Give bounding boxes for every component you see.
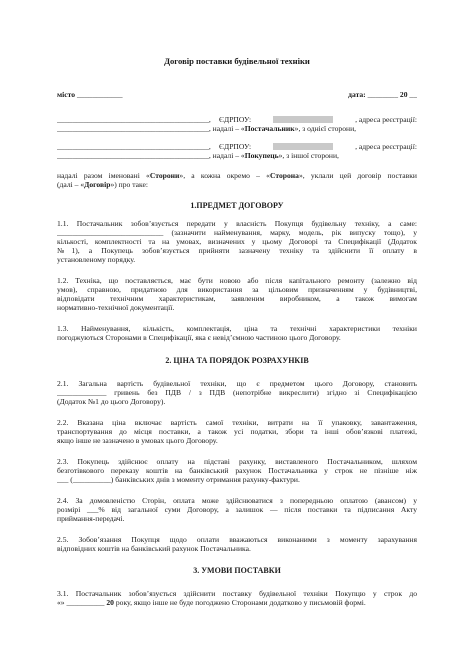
intro2-text-a: (далі – «	[57, 180, 85, 189]
party2-line1	[57, 142, 417, 151]
date-field[interactable]: ________	[367, 90, 398, 99]
intro-contract-term: Договір	[84, 180, 111, 189]
intro-party-term: Сторона	[269, 171, 299, 180]
clause-2-1-line: 2.1. Загальна вартість будівельної техніки, що є предметом цього Договору, становить	[57, 379, 417, 388]
clause-2-3-line: ___ (__________) банківських днів з моменту отримання рахунку-фактури.	[57, 475, 300, 484]
clause-1-2-line: 1.2. Техніка, що поставляється, має бути новою або після капітального ремонту (залежно від	[57, 276, 417, 285]
clause-1-2-line: умов), справною, придатною для використання за цільовим призначенням у будівництві,	[57, 285, 417, 294]
party2-edrpou-field[interactable]	[273, 143, 333, 150]
party1-line1	[57, 115, 417, 124]
clause-1-3-line: 1.3. Найменування, кількість, комплектація, ціна та технічні характеристики техніки	[57, 324, 417, 333]
party1-address-field[interactable]: ________________________________________	[57, 124, 209, 133]
clause-2-1-line: _____________ гривень без ПДВ / з ПДВ (непотрібне викреслити) згідно зі Специфікацією	[57, 388, 417, 397]
party2-role: Покупець	[244, 151, 279, 160]
clause-2-5-line: відповідних коштів на банківський рахунок Постачальника.	[57, 544, 251, 553]
clause-3-1-line2	[57, 598, 417, 607]
party1-role-prefix: , надалі – «	[208, 124, 245, 133]
clause-1-1-line: установленому порядку.	[57, 255, 136, 264]
clause-2-4-line: розмірі ___% від загальної суми Договору, а залишок — після поставки та підписання Акту	[57, 505, 417, 514]
clause-1-1-line: №1), а Покупець зобов’язується прийняти зазначену техніку та здійснити її оплату в	[57, 246, 417, 255]
party2-address-field[interactable]: ________________________________________	[57, 151, 209, 160]
party1-line2	[57, 124, 417, 133]
city-date-line	[57, 90, 417, 99]
party2-address-label: , адреса реєстрації:	[355, 142, 417, 151]
intro-text-c: », а кожна окремо – «	[179, 171, 270, 180]
clause-2-5-line: 2.5. Зобов’язання Покупця щодо оплати вважаються виконаними з моменту зарахування	[57, 535, 417, 544]
party2-role-suffix: », з іншої сторони,	[278, 151, 339, 160]
intro-line2	[57, 180, 417, 189]
clause-3-1-quote: «»	[57, 598, 65, 607]
party1-role: Постачальник	[244, 124, 295, 133]
clause-2-3-line: безготівкового переказу коштів на банківський рахунок Постачальника у строк не пізніше ніж	[57, 466, 417, 475]
clause-1-1-line: 1.1. Постачальник зобов’язується передати у власність Покупця будівельну техніку, а саме:	[57, 219, 417, 228]
party2-name-field[interactable]: ________________________________________,	[57, 142, 211, 151]
party1-address-label: , адреса реєстрації:	[355, 115, 417, 124]
section3-heading: 3. УМОВИ ПОСТАВКИ	[193, 566, 281, 575]
clause-2-3-line: 2.3. Покупець здійснює оплату на підставі рахунку, виставленого Постачальником, шляхом	[57, 457, 417, 466]
party1-edrpou-field[interactable]	[273, 116, 333, 123]
date-label: дата:	[348, 90, 366, 99]
date-year-field[interactable]: __	[409, 90, 417, 99]
clause-3-1-tail: року, якщо інше не буде погоджено Сторонами додатково у письмовій формі.	[113, 598, 366, 607]
party1-role-suffix: », з однієї сторони,	[294, 124, 357, 133]
intro-text-e: », уклали цей договір поставки	[298, 171, 417, 180]
party1-name-field[interactable]: ________________________________________,	[57, 115, 211, 124]
document-title: Договір поставки будівельної техніки	[164, 57, 310, 66]
section2-heading: 2. ЦІНА ТА ПОРЯДОК РОЗРАХУНКІВ	[165, 356, 309, 365]
party2-role-prefix: , надалі – «	[208, 151, 245, 160]
party2-line2	[57, 151, 417, 160]
party2-edrpou-label: ЄДРПОУ:	[219, 142, 252, 151]
clause-2-1-line: (Додаток №1 до цього Договору).	[57, 397, 166, 406]
clause-2-2-line: якщо інше не зазначено в умовах цього Договору.	[57, 436, 218, 445]
intro-line1	[57, 171, 417, 180]
section1-heading: 1.ПРЕДМЕТ ДОГОВОРУ	[190, 201, 284, 210]
intro-text-a: надалі разом іменовані «	[57, 171, 150, 180]
clause-2-4-line: 2.4. За домовленістю Сторін, оплата може здійснюватися з попередньою оплатою (авансом) у	[57, 496, 417, 505]
clause-2-2-line: 2.2. Вказана ціна включає вартість самої техніки, витрати на її упаковку, завантаження,	[57, 418, 417, 427]
clause-1-2-line: відповідати технічним характеристикам, заявленим виробником, а також вимогам	[57, 294, 417, 303]
clause-3-1-line1: 3.1. Постачальник зобов’язується здійснити поставку будівельної техніки Покупцю у строк до	[57, 589, 417, 598]
clause-1-3-line: погоджуються Сторонами в Специфікації, яка є невід’ємною частиною цього Договору.	[57, 333, 341, 342]
party1-edrpou-label: ЄДРПОУ:	[219, 115, 252, 124]
intro-parties-term: Сторони	[149, 171, 180, 180]
clause-1-1-line: кількості, комплектності та на умовах, визначених у цьому Договорі та Специфікації (Додаток	[57, 237, 417, 246]
city-field[interactable]: ____________	[77, 90, 123, 99]
date-year: 20	[399, 90, 408, 99]
clause-1-2-line: нормативно-технічної документації.	[57, 303, 175, 312]
clause-3-1-date-field[interactable]: __________	[64, 598, 107, 607]
clause-2-2-line: транспортування до місця поставки, а також усі податки, збори та інші обов’язкові платежі,	[57, 427, 417, 436]
clause-3-1-year: 20	[106, 598, 114, 607]
intro2-text-c: ») про таке:	[110, 180, 148, 189]
city-label: місто	[57, 90, 76, 99]
date-group	[348, 90, 417, 99]
clause-1-1-line: ____________________________ (зазначити найменування, марку, модель, рік випуску тощо), у	[57, 228, 417, 237]
clause-2-4-line: приймання-передачі.	[57, 514, 125, 523]
